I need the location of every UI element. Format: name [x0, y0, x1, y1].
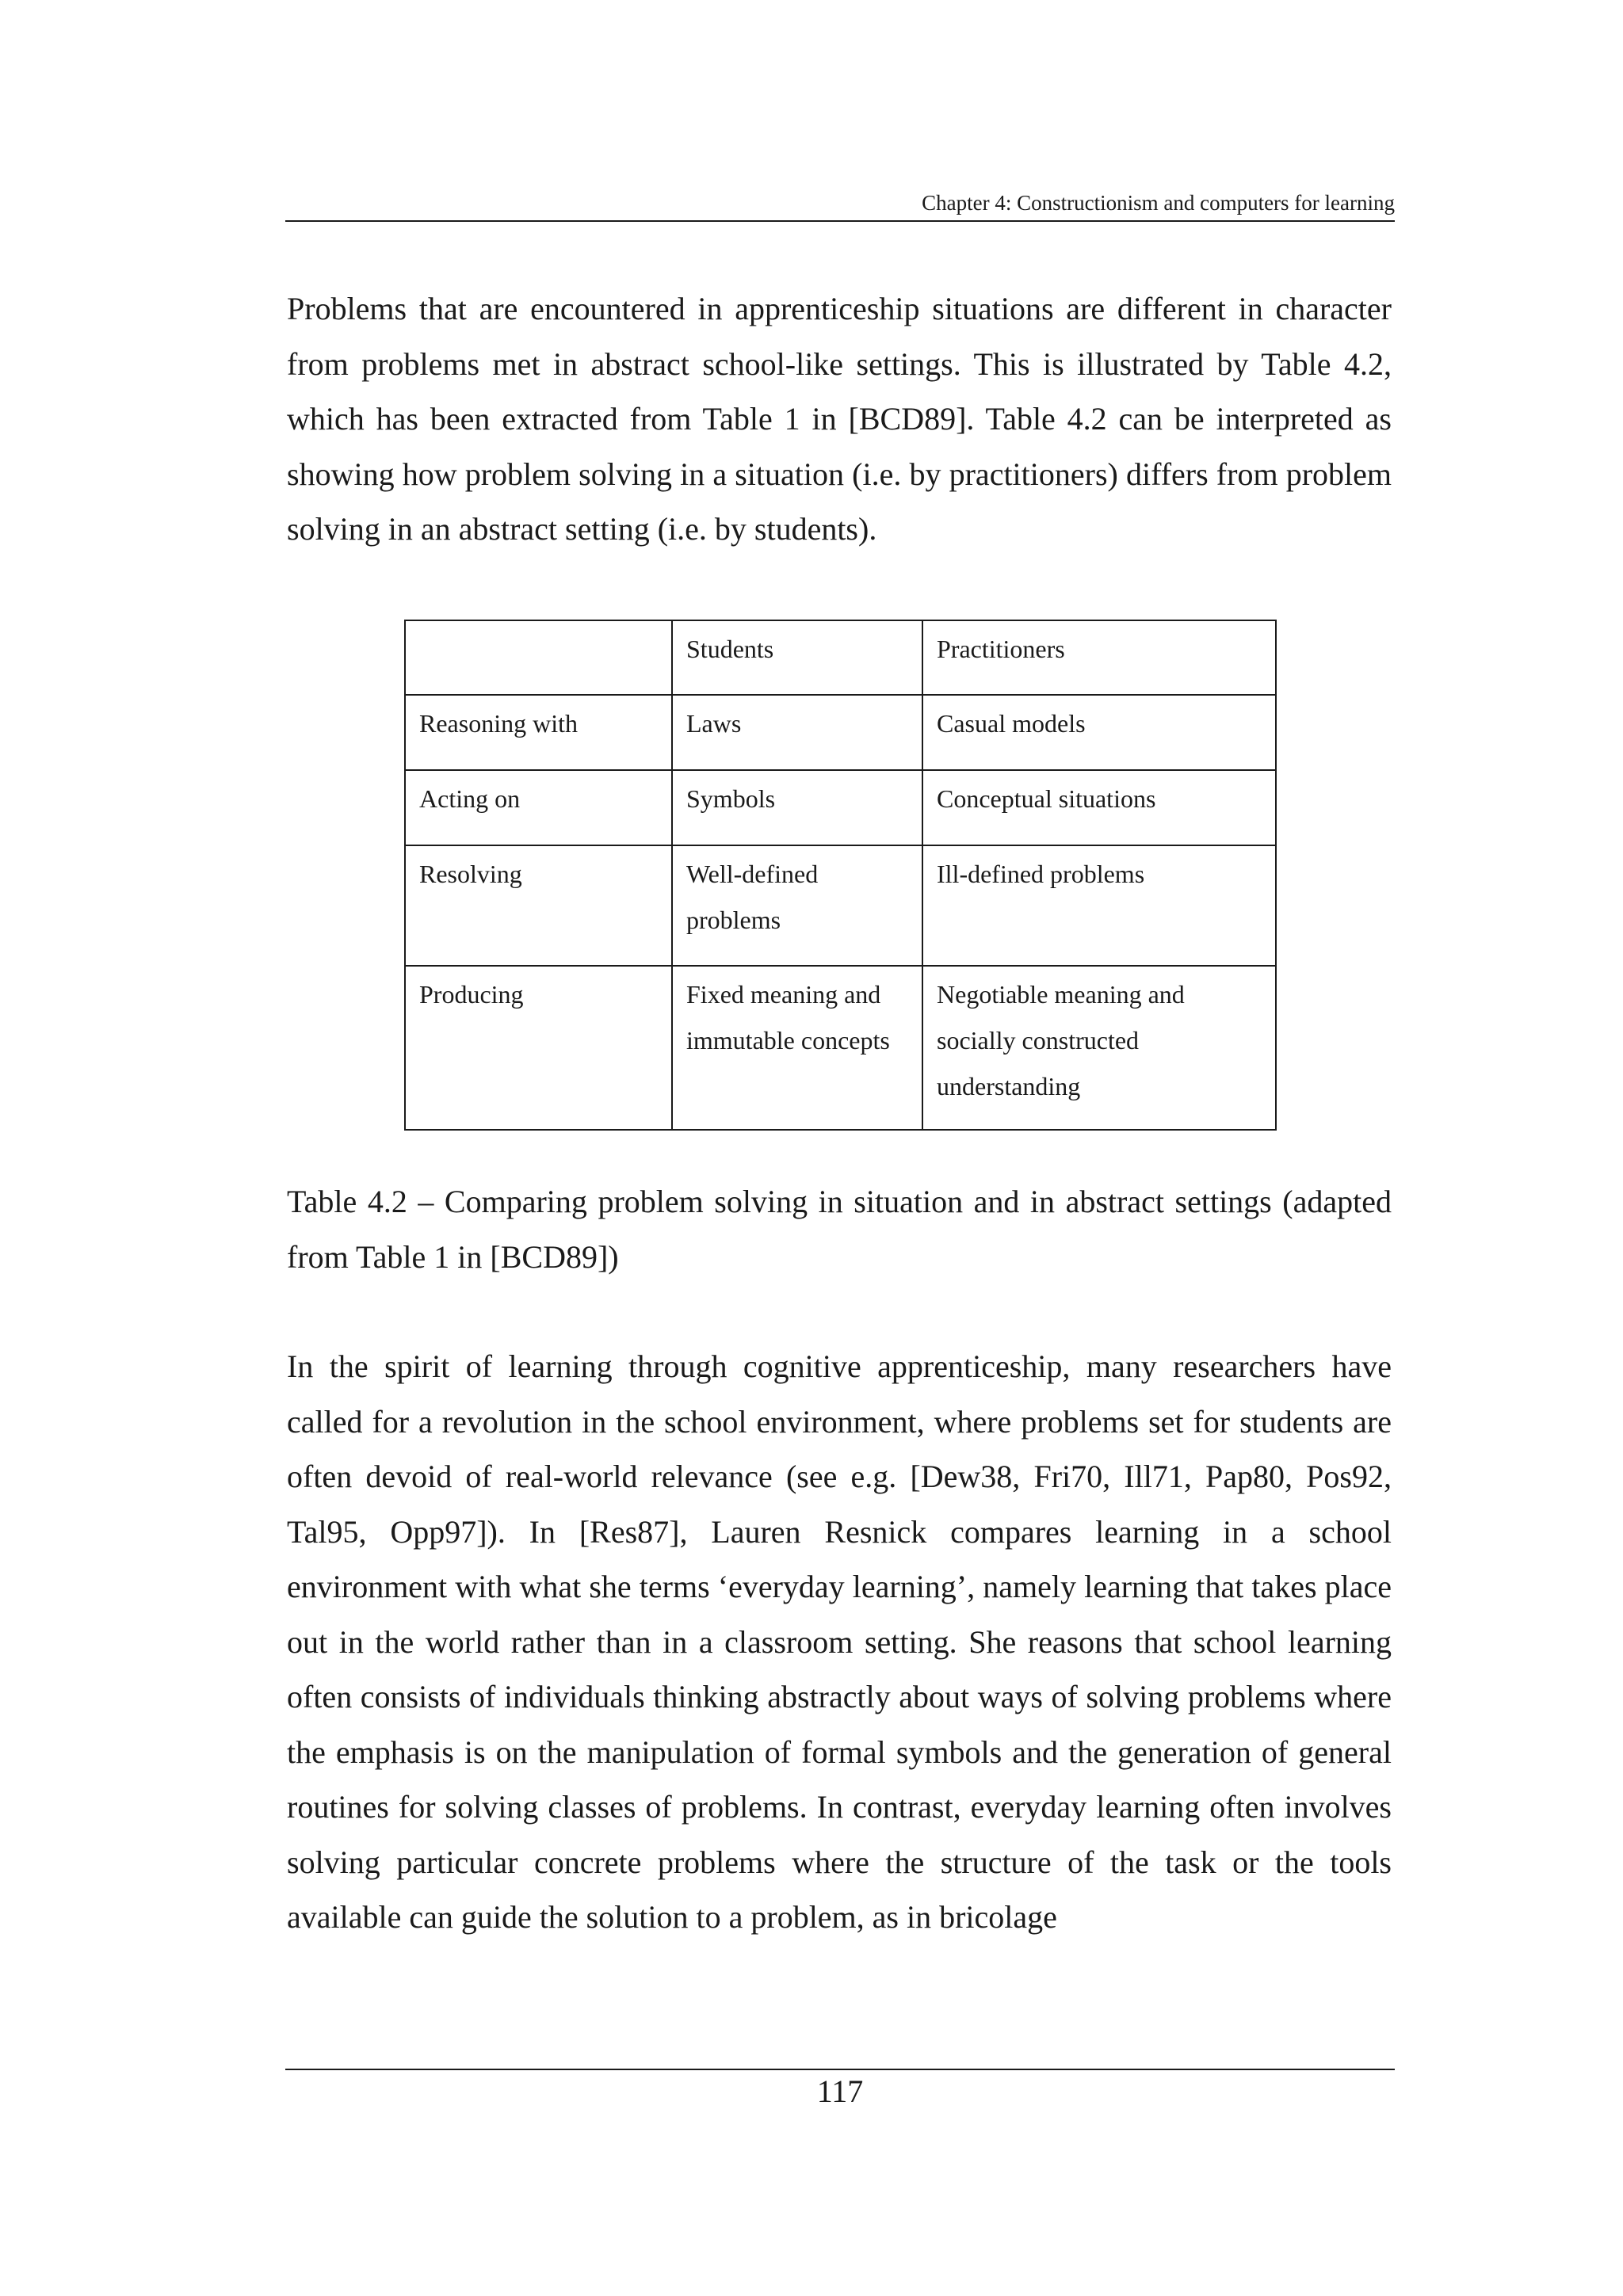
- footer-rule: [285, 2069, 1395, 2070]
- table-header-practitioners: Practitioners: [922, 620, 1276, 695]
- intro-paragraph: Problems that are encountered in apprenticeship situations are different in character from problems met in abstract school-like settings. This is illustrated by Table 4.2, which has been extracted from Table 1 in [BCD89]. Table 4.2 can be interpreted as showing how problem solving in a situation (i.e. by practitioners) differs from problem solving in an abstract setting (i.e. by students).: [287, 291, 1392, 547]
- table-header-row: [405, 620, 1276, 695]
- table-cell-aspect: Reasoning with: [405, 695, 672, 770]
- table-cell-practitioners: Negotiable meaning and socially constructed understanding: [922, 966, 1276, 1130]
- page-number: 117: [816, 2073, 864, 2109]
- table-corner-cell: [405, 620, 672, 695]
- header-rule: [285, 220, 1395, 222]
- table-cell-aspect: Acting on: [405, 770, 672, 845]
- table-row: [405, 770, 1276, 845]
- table-cell-students: Fixed meaning and immutable concepts: [672, 966, 922, 1130]
- table-cell-practitioners: Conceptual situations: [922, 770, 1276, 845]
- table-cell-students: Well-defined problems: [672, 845, 922, 966]
- table-cell-aspect: Resolving: [405, 845, 672, 966]
- table-cell-practitioners: Ill-defined problems: [922, 845, 1276, 966]
- running-header: Chapter 4: Constructionism and computers for learning: [922, 191, 1395, 215]
- table-cell-students: Laws: [672, 695, 922, 770]
- body-paragraph: In the spirit of learning through cognitive apprenticeship, many researchers have called for a revolution in the school environment, where problems set for students are often devoid of real-world relevance (see e.g. [Dew38, Fri70, Ill71, Pap80, Pos92, Tal95, Opp97]). In [Res87], Lauren Resnick compares learning in a school environment with what she terms ‘everyday learning’, namely learning that takes place out in the world rather than in a classroom setting. She reasons that school learning often consists of individuals thinking abstractly about ways of solving problems where the emphasis is on the manipulation of formal symbols and the generation of general routines for solving classes of problems. In contrast, everyday learning often involves solving particular concrete problems where the structure of the task or the tools available can guide the solution to a problem, as in bricolage: [287, 1348, 1392, 1935]
- table-row: [405, 845, 1276, 966]
- comparison-table-container: [404, 620, 1277, 1131]
- comparison-table: [404, 620, 1277, 1131]
- table-cell-aspect: Producing: [405, 966, 672, 1130]
- table-header-students: Students: [672, 620, 922, 695]
- table-caption: Table 4.2 – Comparing problem solving in situation and in abstract settings (adapted from Table 1 in [BCD89]): [287, 1184, 1392, 1275]
- table-cell-practitioners: Casual models: [922, 695, 1276, 770]
- table-cell-students: Symbols: [672, 770, 922, 845]
- table-row: [405, 966, 1276, 1130]
- table-row: [405, 695, 1276, 770]
